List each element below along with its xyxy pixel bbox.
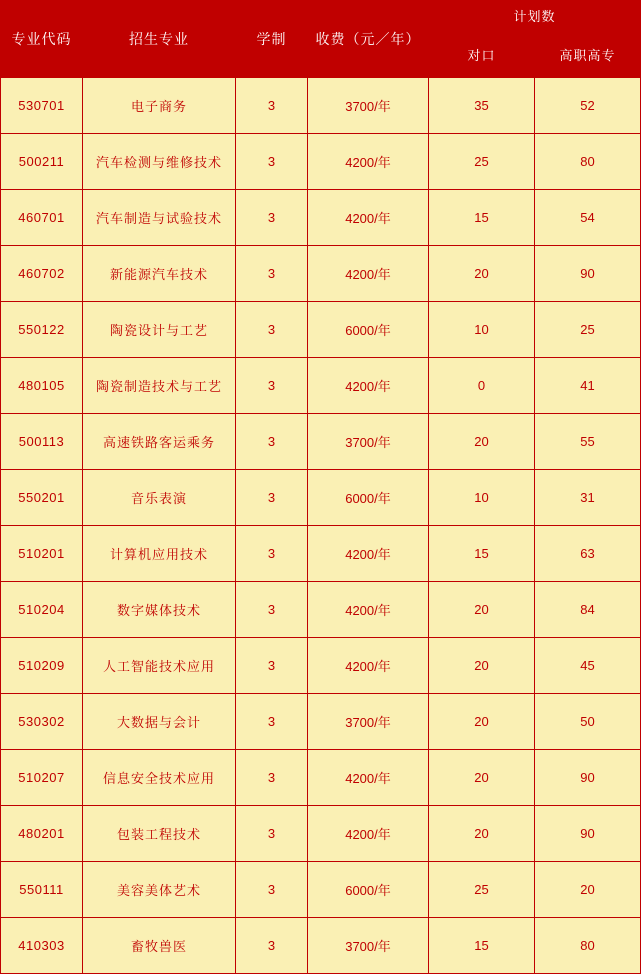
table-row — [1, 302, 641, 358]
cell-fee: 4200/年 — [308, 582, 429, 638]
cell-major-name: 信息安全技术应用 — [83, 750, 236, 806]
cell-fee: 3700/年 — [308, 414, 429, 470]
table-row — [1, 638, 641, 694]
table-row — [1, 246, 641, 302]
table-row — [1, 358, 641, 414]
cell-school-years: 3 — [236, 526, 308, 582]
cell-major-name: 包装工程技术 — [83, 806, 236, 862]
cell-fee: 4200/年 — [308, 134, 429, 190]
cell-major-name: 高速铁路客运乘务 — [83, 414, 236, 470]
cell-plan-gaozhi: 52 — [535, 78, 641, 134]
cell-major-name: 电子商务 — [83, 78, 236, 134]
cell-plan-duikou: 10 — [429, 302, 535, 358]
table-row — [1, 918, 641, 974]
cell-major-name: 计算机应用技术 — [83, 526, 236, 582]
cell-plan-gaozhi: 50 — [535, 694, 641, 750]
cell-plan-duikou: 20 — [429, 638, 535, 694]
cell-fee: 4200/年 — [308, 246, 429, 302]
cell-fee: 3700/年 — [308, 694, 429, 750]
cell-major-code: 480201 — [1, 806, 83, 862]
cell-plan-gaozhi: 90 — [535, 806, 641, 862]
cell-plan-gaozhi: 63 — [535, 526, 641, 582]
cell-plan-duikou: 20 — [429, 582, 535, 638]
cell-school-years: 3 — [236, 302, 308, 358]
cell-major-code: 550201 — [1, 470, 83, 526]
cell-plan-gaozhi: 55 — [535, 414, 641, 470]
cell-fee: 4200/年 — [308, 190, 429, 246]
cell-plan-duikou: 35 — [429, 78, 535, 134]
table-row — [1, 862, 641, 918]
table-row — [1, 750, 641, 806]
cell-fee: 4200/年 — [308, 638, 429, 694]
cell-plan-gaozhi: 84 — [535, 582, 641, 638]
cell-plan-gaozhi: 80 — [535, 918, 641, 974]
cell-major-code: 510209 — [1, 638, 83, 694]
cell-major-code: 530701 — [1, 78, 83, 134]
cell-major-code: 510204 — [1, 582, 83, 638]
cell-school-years: 3 — [236, 806, 308, 862]
cell-major-code: 480105 — [1, 358, 83, 414]
cell-major-code: 500113 — [1, 414, 83, 470]
cell-major-code: 550111 — [1, 862, 83, 918]
cell-plan-duikou: 15 — [429, 918, 535, 974]
table-row — [1, 134, 641, 190]
cell-major-code: 410303 — [1, 918, 83, 974]
cell-major-code: 460702 — [1, 246, 83, 302]
cell-school-years: 3 — [236, 638, 308, 694]
cell-major-code: 500211 — [1, 134, 83, 190]
cell-major-code: 510207 — [1, 750, 83, 806]
cell-plan-duikou: 20 — [429, 806, 535, 862]
table-row — [1, 526, 641, 582]
cell-major-code: 460701 — [1, 190, 83, 246]
cell-plan-gaozhi: 20 — [535, 862, 641, 918]
column-header-plan-gaozhi: 高职高专 — [535, 31, 641, 78]
cell-plan-duikou: 0 — [429, 358, 535, 414]
cell-major-name: 新能源汽车技术 — [83, 246, 236, 302]
cell-school-years: 3 — [236, 582, 308, 638]
cell-major-code: 530302 — [1, 694, 83, 750]
cell-school-years: 3 — [236, 750, 308, 806]
cell-fee: 3700/年 — [308, 78, 429, 134]
cell-major-name: 陶瓷设计与工艺 — [83, 302, 236, 358]
cell-fee: 4200/年 — [308, 358, 429, 414]
table-header-row-top — [1, 1, 641, 31]
cell-school-years: 3 — [236, 414, 308, 470]
column-header-school-years: 学制 — [236, 1, 308, 78]
table-row — [1, 806, 641, 862]
table-row — [1, 582, 641, 638]
table-row — [1, 470, 641, 526]
cell-school-years: 3 — [236, 918, 308, 974]
cell-plan-gaozhi: 80 — [535, 134, 641, 190]
cell-school-years: 3 — [236, 78, 308, 134]
cell-major-name: 大数据与会计 — [83, 694, 236, 750]
cell-plan-gaozhi: 90 — [535, 246, 641, 302]
cell-school-years: 3 — [236, 190, 308, 246]
table-header — [1, 1, 641, 78]
cell-plan-duikou: 15 — [429, 190, 535, 246]
cell-plan-gaozhi: 25 — [535, 302, 641, 358]
cell-plan-duikou: 10 — [429, 470, 535, 526]
cell-fee: 6000/年 — [308, 470, 429, 526]
cell-plan-duikou: 15 — [429, 526, 535, 582]
table-row — [1, 78, 641, 134]
cell-major-code: 510201 — [1, 526, 83, 582]
cell-school-years: 3 — [236, 862, 308, 918]
column-header-major-code: 专业代码 — [1, 1, 83, 78]
cell-school-years: 3 — [236, 358, 308, 414]
cell-major-name: 音乐表演 — [83, 470, 236, 526]
column-header-major-name: 招生专业 — [83, 1, 236, 78]
table-body — [1, 78, 641, 974]
cell-major-name: 汽车制造与试验技术 — [83, 190, 236, 246]
cell-fee: 4200/年 — [308, 750, 429, 806]
table-row — [1, 190, 641, 246]
cell-school-years: 3 — [236, 470, 308, 526]
cell-school-years: 3 — [236, 246, 308, 302]
cell-school-years: 3 — [236, 694, 308, 750]
column-header-fee: 收费（元／年） — [308, 1, 429, 78]
cell-plan-gaozhi: 41 — [535, 358, 641, 414]
table-row — [1, 414, 641, 470]
cell-major-code: 550122 — [1, 302, 83, 358]
cell-plan-duikou: 20 — [429, 750, 535, 806]
cell-plan-gaozhi: 54 — [535, 190, 641, 246]
cell-major-name: 汽车检测与维修技术 — [83, 134, 236, 190]
cell-plan-duikou: 20 — [429, 414, 535, 470]
cell-fee: 4200/年 — [308, 526, 429, 582]
cell-school-years: 3 — [236, 134, 308, 190]
cell-plan-duikou: 20 — [429, 246, 535, 302]
cell-plan-duikou: 20 — [429, 694, 535, 750]
column-header-plan-duikou: 对口 — [429, 31, 535, 78]
cell-plan-gaozhi: 45 — [535, 638, 641, 694]
cell-fee: 6000/年 — [308, 302, 429, 358]
cell-major-name: 人工智能技术应用 — [83, 638, 236, 694]
cell-major-name: 陶瓷制造技术与工艺 — [83, 358, 236, 414]
table-row — [1, 694, 641, 750]
cell-major-name: 畜牧兽医 — [83, 918, 236, 974]
cell-plan-gaozhi: 31 — [535, 470, 641, 526]
cell-fee: 6000/年 — [308, 862, 429, 918]
cell-fee: 4200/年 — [308, 806, 429, 862]
cell-fee: 3700/年 — [308, 918, 429, 974]
cell-major-name: 美容美体艺术 — [83, 862, 236, 918]
cell-major-name: 数字媒体技术 — [83, 582, 236, 638]
cell-plan-duikou: 25 — [429, 862, 535, 918]
cell-plan-gaozhi: 90 — [535, 750, 641, 806]
cell-plan-duikou: 25 — [429, 134, 535, 190]
column-header-plan-group: 计划数 — [429, 1, 641, 31]
